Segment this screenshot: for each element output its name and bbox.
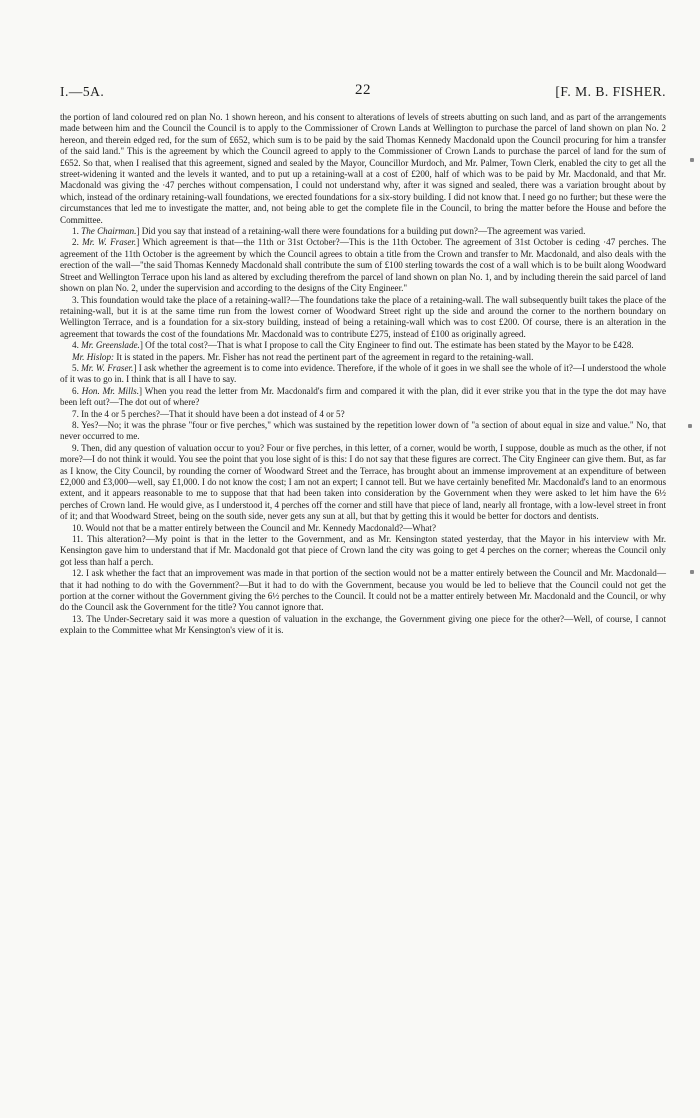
question-number: 6. — [72, 385, 82, 396]
question-number: 10. — [72, 522, 86, 533]
evidence-list — [60, 226, 666, 637]
parliamentary-paper-ref: I.—5A. — [60, 84, 105, 99]
margin-mark — [688, 424, 692, 428]
question-number: 4. — [72, 340, 82, 351]
evidence-paragraph — [60, 443, 666, 523]
margin-mark — [690, 158, 694, 162]
paragraph-text: This foundation would take the place of a retaining-wall?—The foundations take the place of a retaining-wall. The wall subsequently built takes the place of the retaining-wall, but it is at the same time run from the lowest corner of Woodward Street right up the side and around the corner to the northern boundary on Wellington Terrace, and is a foundation for a six-story building, instead of being a retaining-wall which was to cost £200. Of course, there is an alteration in the agreement that towards the cost of the foundations Mr. Macdonald was to contribute £275, instead of £100 as originally agreed. — [60, 294, 666, 339]
margin-mark — [690, 570, 694, 574]
evidence-paragraph — [60, 340, 666, 351]
paragraph-text: ] When you read the letter from Mr. Macdonald's firm and compared it with the plan, did it ever strike you that in the type the dot may have been left out?—The dot out of where? — [60, 385, 666, 408]
question-number: 5. — [72, 362, 82, 373]
evidence-paragraph — [60, 420, 666, 443]
evidence-paragraph — [60, 614, 666, 637]
evidence-paragraph — [60, 363, 666, 386]
witness-name: [F. M. B. FISHER. — [555, 84, 666, 99]
question-number: 12. — [72, 568, 86, 579]
paragraph-text: In the 4 or 5 perches?—That it should have been a dot instead of 4 or 5? — [81, 408, 345, 419]
evidence-paragraph — [60, 523, 666, 534]
evidence-paragraph — [60, 409, 666, 420]
question-number: 11. — [72, 534, 87, 545]
question-number: 2. — [72, 237, 83, 248]
evidence-paragraph — [60, 295, 666, 341]
paragraph-text: This alteration?—My point is that in the letter to the Government, and as Mr. Kensington stated yesterday, that the Mayor in his interview with Mr. Kensington gave him to understand that if Mr. Macdonald got that piece of Crown land the city was going to get 4 perches on the corner; whereas the Council only got less than half a perch. — [60, 534, 666, 567]
question-number: 9. — [72, 442, 82, 453]
paragraph-text: It is stated in the papers. Mr. Fisher has not read the pertinent part of the agreement in regard to the retaining-wall. — [114, 351, 534, 362]
speaker-name: Hon. Mr. Mills. — [81, 385, 139, 396]
speaker-name: The Chairman. — [81, 226, 137, 237]
intro-paragraph: the portion of land coloured red on plan No. 1 shown hereon, and his consent to alterations of levels of streets abutting on such land, and as part of the arrangements made between him and the Council the Council is to apply to the Commissioner of Crown Lands at Wellington to purchase the parcel of land shown on plan No. 2 hereon, and therein edged red, for the sum of £652, which sum is to be paid by the said Thomas Kennedy Macdonald upon the Council procuring for him a transfer of the said land." This is the agreement by which the Council agreed to apply to the Commissioner of Crown Lands to purchase the parcel of land for the sum of £652. So that, when I realised that this agreement, signed and sealed by the Mayor, Councillor Murdoch, and Mr. Palmer, Town Clerk, enabled the city to get all the street-widening it wanted and the levels it wanted, and to put up a retaining-wall at a cost of £200, half of which was to be paid by Mr. Macdonald, and that Mr. Macdonald was giving the ·47 perches without compensation, I could not understand why, after it was signed and sealed, there was a variation brought about by which, instead of the ordinary retaining-wall foundations, we erected foundations for a six-story building. I did not know that. I need go no further; but these were the circumstances that led me to investigate the matter, and, not being able to get the complete file in the Council, to bring the matter before the House and before the Committee. — [60, 112, 666, 225]
speaker-name: Mr. Greenslade. — [81, 340, 140, 351]
question-number: 3. — [72, 294, 81, 305]
speaker-name: Mr. W. Fraser. — [81, 362, 134, 373]
question-number: 1. — [72, 226, 82, 237]
paragraph-text: ] I ask whether the agreement is to come into evidence. Therefore, if the whole of it goes in we shall see the whole of it?—I understood the whole of it was to go in. I think that is all I have to say. — [60, 362, 666, 385]
speaker-name: Mr. Hislop: — [72, 351, 115, 362]
evidence-paragraph — [60, 534, 666, 568]
paragraph-text: ] Which agreement is that—the 11th or 31st October?—This is the 11th October. The agreement of 31st October is ceding ·47 perches. The agreement of the 11th October is the agreement by which the Council agrees to obtain a title from the Crown and transfer to Mr. Macdonald, and also deals with the erection of the wall—"the said Thomas Kennedy Macdonald shall contribute the sum of £100 sterling towards the cost of a wall which is to be built along Woodward Street and Wellington Terrace upon his land as altered by excluding therefrom the parcel of land shown on plan No. 1, and by including therein the said parcel of land shown on plan No. 2, under the supervision and according to the designs of the City Engineer." — [60, 237, 666, 294]
document-body — [60, 112, 666, 637]
paragraph-text: ] Did you say that instead of a retaining-wall there were foundations for a building put down?—The agreement was varied. — [136, 226, 586, 237]
question-number: 13. — [72, 613, 87, 624]
evidence-paragraph — [60, 226, 666, 237]
evidence-paragraph — [60, 568, 666, 614]
question-number: 8. — [72, 419, 82, 430]
evidence-paragraph — [60, 352, 666, 363]
page-header — [60, 84, 666, 104]
paragraph-text: ] Of the total cost?—That is what I propose to call the City Engineer to find out. The estimate has been stated by the Mayor to be £428. — [139, 340, 634, 351]
paragraph-text: I ask whether the fact that an improvement was made in that portion of the section would not be a matter entirely between the Council and Mr. Macdonald—that it had nothing to do with the Government?—But it had to do with the Government, because you would be led to believe that the Council could not get the portion at the corner without the Government giving the 6½ perches to the Council. It could not be a matter entirely between Mr. Macdonald and the Council, or why do the Council ask the Government for the title? You cannot ignore that. — [60, 568, 666, 613]
paragraph-text: Then, did any question of valuation occur to you? Four or five perches, in this letter, of a corner, would be worth, I suppose, double as much as the other, if not more?—I do not think it would. You see the point that you lose sight of is this: I do not say that these figures are correct. The City Engineer can give them. But, as far as I know, the City Council, by rounding the corner of Woodward Street and the Terrace, has brought about an immense improvement at an expenditure of between £2,000 and £3,000—well, say £1,000. I do not know the cost; I am not an expert; I cannot tell. But we have certainly benefited Mr. Macdonald's land to an enormous extent, and it appears reasonable to me to suppose that that had been taken into consideration by the Government when they were asked to let him have the 6½ perches of Crown land. He would give, as I understood it, 4 perches off the corner and still have that piece of land, nearly all frontage, with a low-level street in front of it; and that Woodward Street, being on the south side, never gets any sun at all, but that by getting this it would be better for doctors and dentists. — [60, 442, 666, 522]
question-number: 7. — [72, 408, 82, 419]
evidence-paragraph — [60, 386, 666, 409]
page-number: 22 — [355, 82, 371, 98]
speaker-name: Mr. W. Fraser. — [82, 237, 137, 248]
paragraph-text: The Under-Secretary said it was more a question of valuation in the exchange, the Government giving one piece for the other?—Well, of course, I cannot explain to the Committee what Mr Kensington's view of it is. — [60, 613, 666, 636]
paragraph-text: Yes?—No; it was the phrase "four or five perches," which was sustained by the repetition lower down of "a section of about equal in size and value." No, that never occurred to me. — [60, 419, 666, 442]
evidence-paragraph — [60, 237, 666, 294]
paragraph-text: Would not that be a matter entirely between the Council and Mr. Kennedy Macdonald?—What? — [85, 522, 436, 533]
